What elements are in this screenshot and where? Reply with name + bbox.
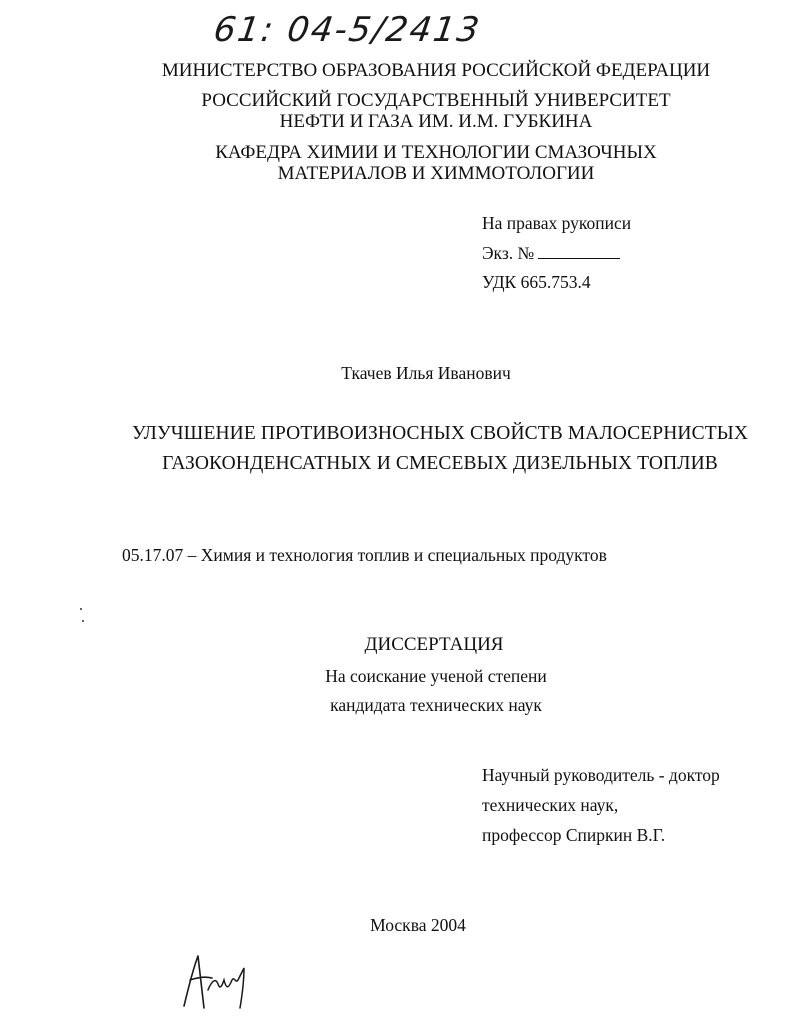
degree-line1: На соискание ученой степени bbox=[325, 666, 547, 686]
department-name-line2: МАТЕРИАЛОВ И ХИММОТОЛОГИИ bbox=[277, 163, 595, 184]
dissertation-label: ДИССЕРТАЦИЯ bbox=[364, 634, 504, 655]
scan-speck bbox=[82, 620, 84, 622]
supervisor-line2: технических наук, bbox=[482, 795, 619, 815]
department-name-line1: КАФЕДРА ХИМИИ И ТЕХНОЛОГИИ СМАЗОЧНЫХ bbox=[215, 142, 657, 163]
city-year: Москва 2004 bbox=[370, 915, 466, 935]
supervisor-line1: Научный руководитель - доктор bbox=[482, 765, 720, 785]
dissertation-title-line1: УЛУЧШЕНИЕ ПРОТИВОИЗНОСНЫХ СВОЙСТВ МАЛОСЕРНИСТЫХ bbox=[131, 423, 749, 444]
specialty-code: 05.17.07 – Химия и технология топлив и специальных продуктов bbox=[122, 545, 607, 565]
ministry-name: МИНИСТЕРСТВО ОБРАЗОВАНИЯ РОССИЙСКОЙ ФЕДЕРАЦИИ bbox=[161, 60, 711, 81]
handwritten-archive-code: 61: 04-5/2413 bbox=[211, 10, 484, 50]
degree-line2: кандидата технических наук bbox=[330, 695, 542, 715]
author-signature bbox=[178, 950, 258, 1012]
udk-code: УДК 665.753.4 bbox=[482, 272, 591, 292]
dissertation-title-line2: ГАЗОКОНДЕНСАТНЫХ И СМЕСЕВЫХ ДИЗЕЛЬНЫХ ТОПЛИВ bbox=[162, 453, 718, 474]
author-name: Ткачев Илья Иванович bbox=[341, 363, 511, 383]
copy-number-blank-line bbox=[538, 242, 620, 259]
manuscript-rights: На правах рукописи bbox=[482, 213, 632, 233]
copy-number-label: Экз. № bbox=[482, 243, 535, 263]
university-name-line1: РОССИЙСКИЙ ГОСУДАРСТВЕННЫЙ УНИВЕРСИТЕТ bbox=[201, 90, 671, 111]
copy-number-field bbox=[482, 242, 620, 264]
supervisor-line3: профессор Спиркин В.Г. bbox=[482, 825, 666, 845]
university-name-line2: НЕФТИ И ГАЗА ИМ. И.М. ГУБКИНА bbox=[279, 111, 593, 132]
scan-speck bbox=[80, 608, 82, 610]
